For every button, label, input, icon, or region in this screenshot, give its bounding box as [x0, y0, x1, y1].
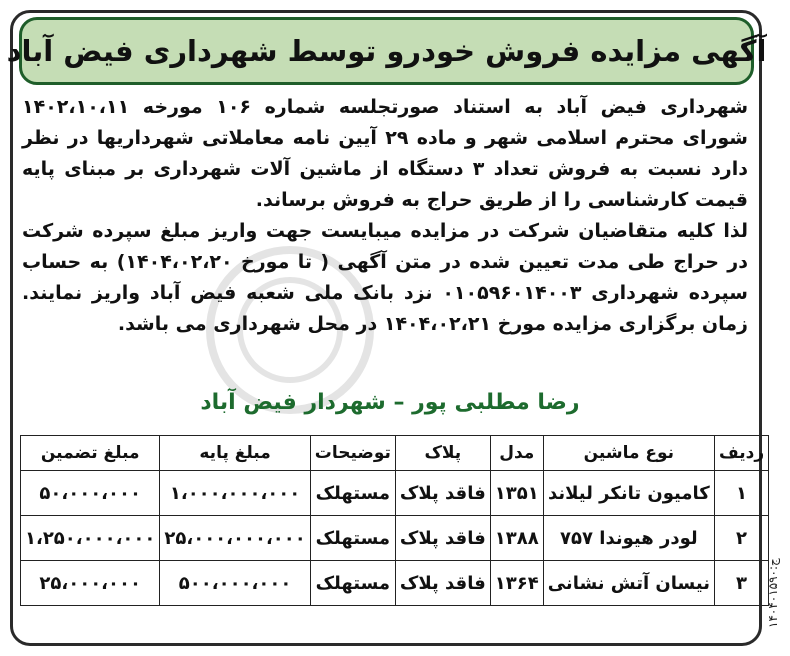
cell-deposit: ۲۵،۰۰۰،۰۰۰ [21, 561, 160, 606]
cell-base-price: ۲۵،۰۰۰،۰۰۰،۰۰۰ [160, 516, 310, 561]
header-plate: پلاک [395, 436, 490, 471]
cell-plate: فاقد پلاک [395, 471, 490, 516]
cell-row-no: ۲ [714, 516, 768, 561]
header-deposit: مبلغ تضمین [21, 436, 160, 471]
cell-notes: مستهلک [310, 561, 395, 606]
cell-deposit: ۱،۲۵۰،۰۰۰،۰۰۰ [21, 516, 160, 561]
table-row [21, 516, 769, 561]
cell-base-price: ۱،۰۰۰،۰۰۰،۰۰۰ [160, 471, 310, 516]
paragraph-1: شهرداری فیض آباد به استناد صورتجلسه شماره ۱۰۶ مورخه ۱۴۰۲،۱۰،۱۱ شورای محترم اسلامی شهر و ماده ۲۹ آیین نامه معاملاتی شهرداریها در نظر دارد نسبت به فروش تعداد ۳ دستگاه از ماشین آلات شهرداری بر مبنای پایه قیمت کارشناسی را از طریق حراج به فروش برساند. [22, 96, 749, 211]
cell-row-no: ۱ [714, 471, 768, 516]
side-reference-code: ج:۱۴۰۴۰۱۵۹۰ [766, 558, 780, 628]
page-title: آگهی مزایده فروش خودرو توسط شهرداری فیض آباد [6, 34, 767, 68]
header-row-no: ردیف [714, 436, 768, 471]
title-banner [6, 17, 767, 85]
cell-type: کامیون تانکر لیلاند [543, 471, 714, 516]
announcement-body [22, 92, 748, 340]
table-header-row [21, 436, 769, 471]
table-row [21, 561, 769, 606]
cell-base-price: ۵۰۰،۰۰۰،۰۰۰ [160, 561, 310, 606]
cell-type: لودر هیوندا ۷۵۷ [543, 516, 714, 561]
cell-notes: مستهلک [310, 471, 395, 516]
table-row [21, 471, 769, 516]
cell-model: ۱۳۸۸ [490, 516, 543, 561]
vehicles-table [20, 435, 769, 606]
cell-type: نیسان آتش نشانی [543, 561, 714, 606]
cell-notes: مستهلک [310, 516, 395, 561]
header-notes: توضیحات [310, 436, 395, 471]
cell-plate: فاقد پلاک [395, 561, 490, 606]
cell-model: ۱۳۶۴ [490, 561, 543, 606]
paragraph-2: لذا کلیه متقاضیان شرکت در مزایده میبایست جهت واریز مبلغ سپرده شرکت در حراج طی مدت تعیین شده در متن آگهی ( تا مورخ ۱۴۰۴،۰۲،۲۰) به حساب سپرده شهرداری ۰۱۰۵۹۶۰۱۴۰۰۳ نزد بانک ملی شعبه فیض آباد واریز نمایند. زمان برگزاری مزایده مورخ ۱۴۰۴،۰۲،۲۱ در محل شهرداری می باشد. [22, 220, 748, 335]
header-model: مدل [490, 436, 543, 471]
signature-line: رضا مطلبی پور – شهردار فیض آباد [200, 390, 580, 415]
cell-model: ۱۳۵۱ [490, 471, 543, 516]
cell-row-no: ۳ [714, 561, 768, 606]
header-base-price: مبلغ پایه [160, 436, 310, 471]
header-type: نوع ماشین [543, 436, 714, 471]
cell-plate: فاقد پلاک [395, 516, 490, 561]
cell-deposit: ۵۰،۰۰۰،۰۰۰ [21, 471, 160, 516]
